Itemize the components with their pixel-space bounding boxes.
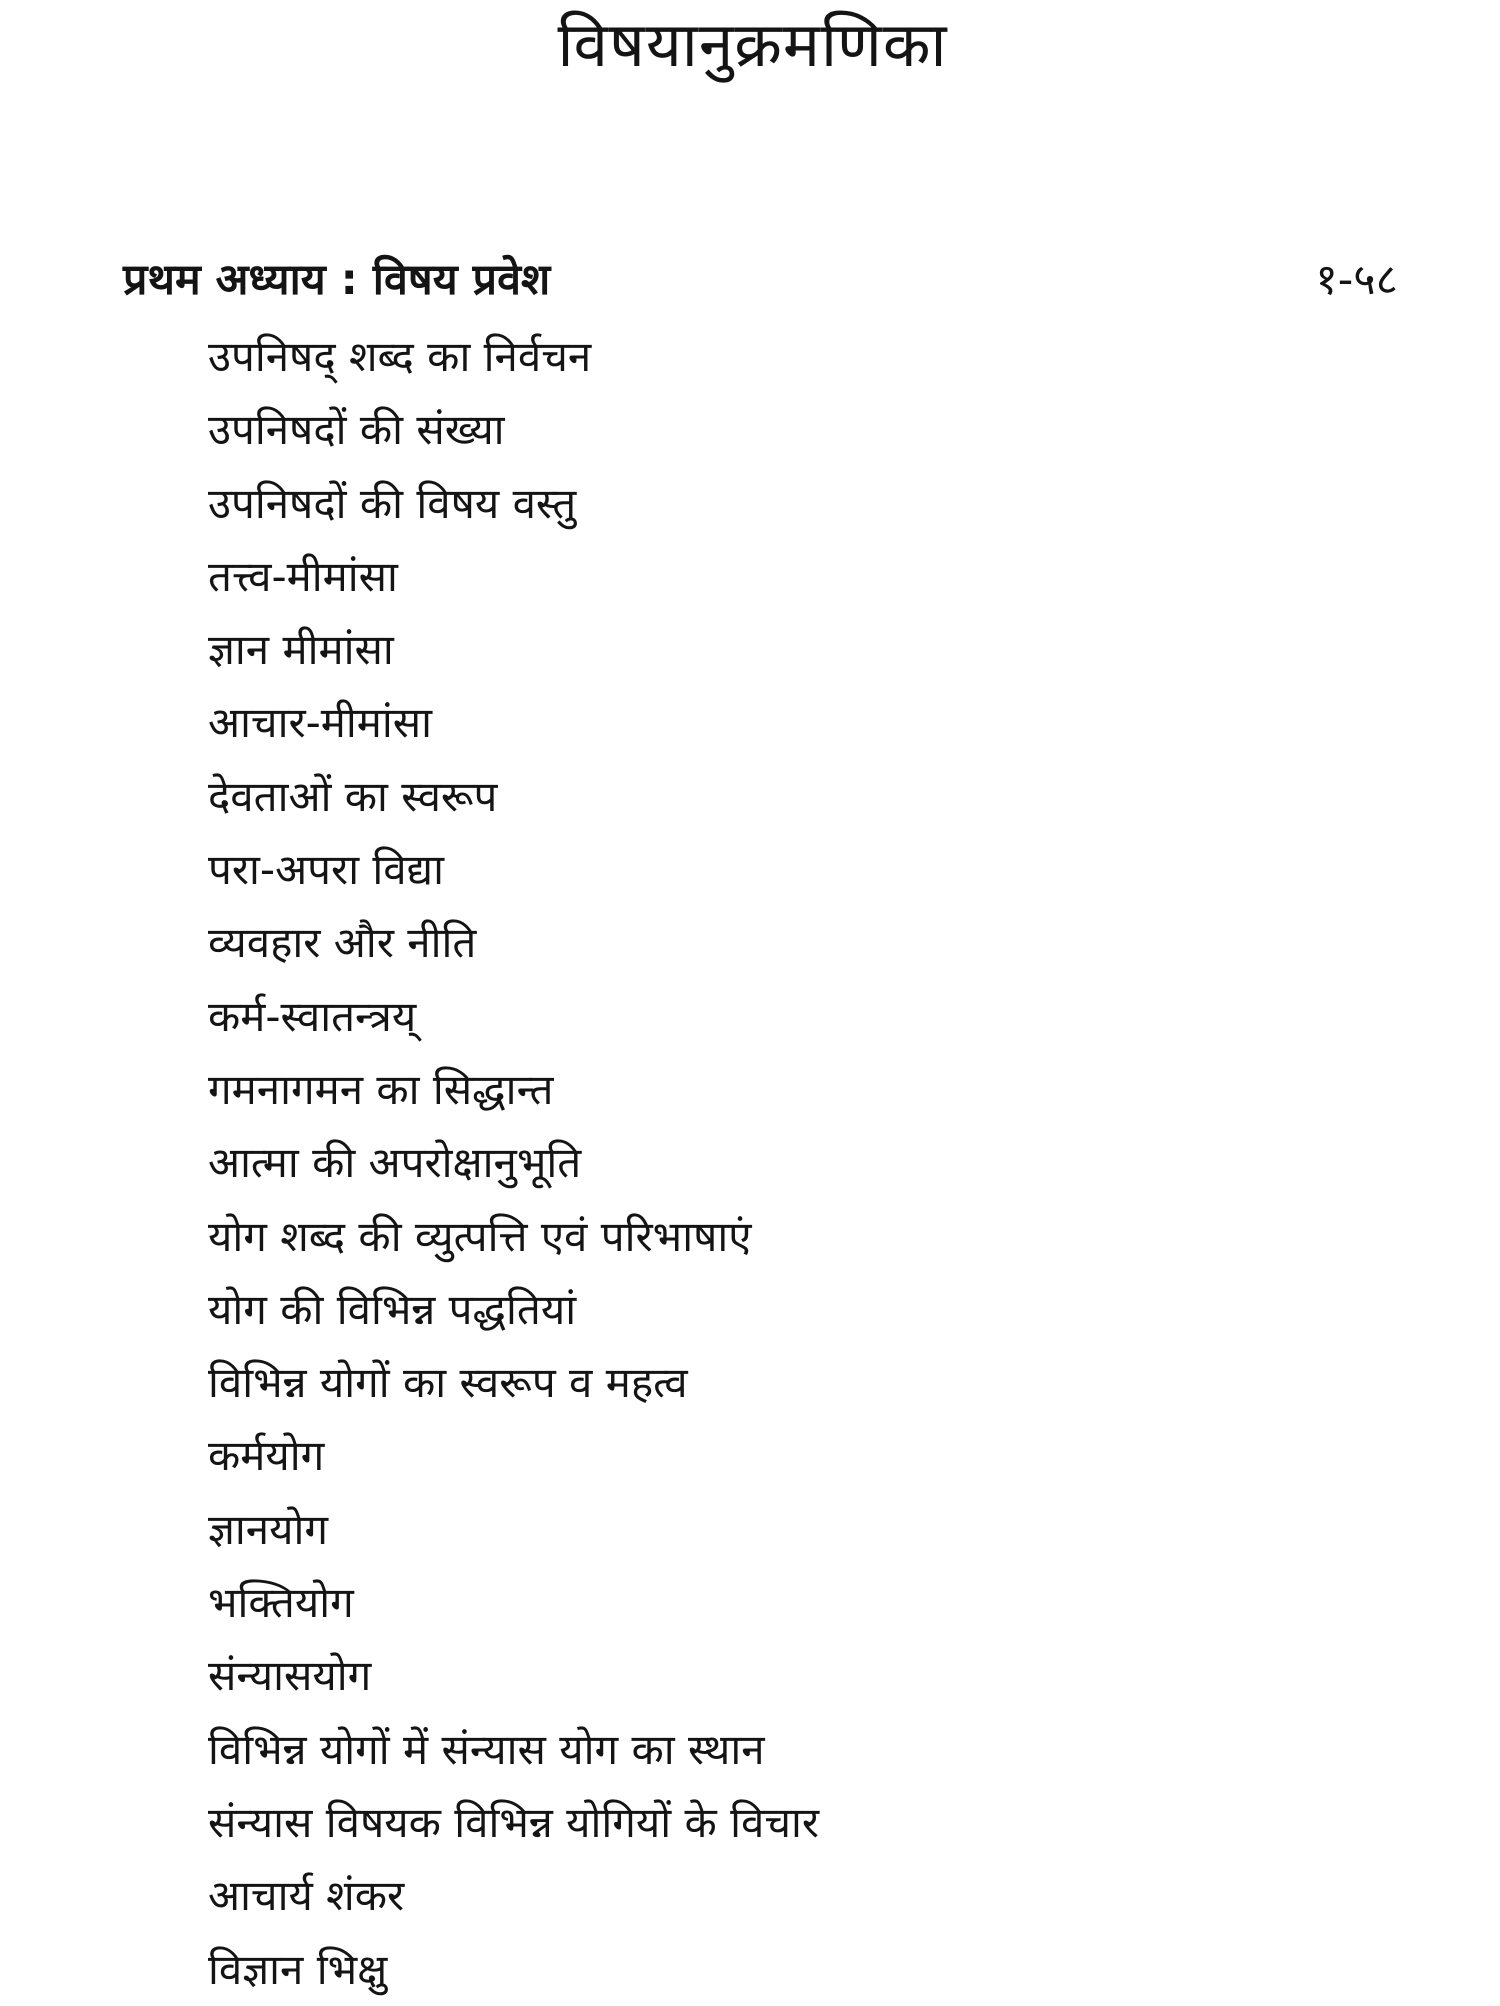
toc-item: योग शब्द की व्युत्पत्ति एवं परिभाषाएं — [208, 1211, 752, 1261]
chapter-page-range: १-५८ — [1315, 255, 1398, 305]
page-title: विषयानुक्रमणिका — [557, 8, 948, 81]
toc-item: उपनिषदों की संख्या — [208, 405, 505, 455]
toc-item: ज्ञान मीमांसा — [208, 625, 394, 675]
toc-item: आचार-मीमांसा — [208, 698, 433, 748]
toc-item: आचार्य शंकर — [208, 1871, 405, 1921]
toc-item: विभिन्न योगों में संन्यास योग का स्थान — [208, 1724, 765, 1774]
toc-item: परा-अपरा विद्या — [208, 845, 444, 895]
toc-item: उपनिषदों की विषय वस्तु — [208, 478, 577, 528]
toc-item: आत्मा की अपरोक्षानुभूति — [208, 1138, 582, 1188]
toc-list — [208, 320, 819, 2006]
toc-item: भक्तियोग — [208, 1578, 354, 1628]
toc-item: तत्त्व-मीमांसा — [208, 551, 398, 601]
toc-item: विज्ञान भिक्षु — [208, 1944, 388, 1994]
toc-item: योग की विभिन्न पद्धतियां — [208, 1284, 577, 1334]
chapter-title: प्रथम अध्याय : विषय प्रवेश — [123, 255, 551, 305]
toc-item: ज्ञानयोग — [208, 1504, 328, 1554]
toc-item: विभिन्न योगों का स्वरूप व महत्व — [208, 1358, 688, 1408]
toc-item: गमनागमन का सिद्धान्त — [208, 1064, 554, 1114]
toc-item: उपनिषद् शब्द का निर्वचन — [208, 332, 592, 381]
toc-item: कर्म-स्वातन्त्रय् — [208, 991, 417, 1041]
chapter-heading-row — [123, 245, 1398, 315]
toc-item: संन्यासयोग — [208, 1651, 372, 1701]
toc-item: व्यवहार और नीति — [208, 918, 477, 968]
toc-item: देवताओं का स्वरूप — [208, 771, 498, 821]
toc-item: कर्मयोग — [208, 1431, 325, 1481]
toc-item: संन्यास विषयक विभिन्न योगियों के विचार — [208, 1797, 820, 1847]
